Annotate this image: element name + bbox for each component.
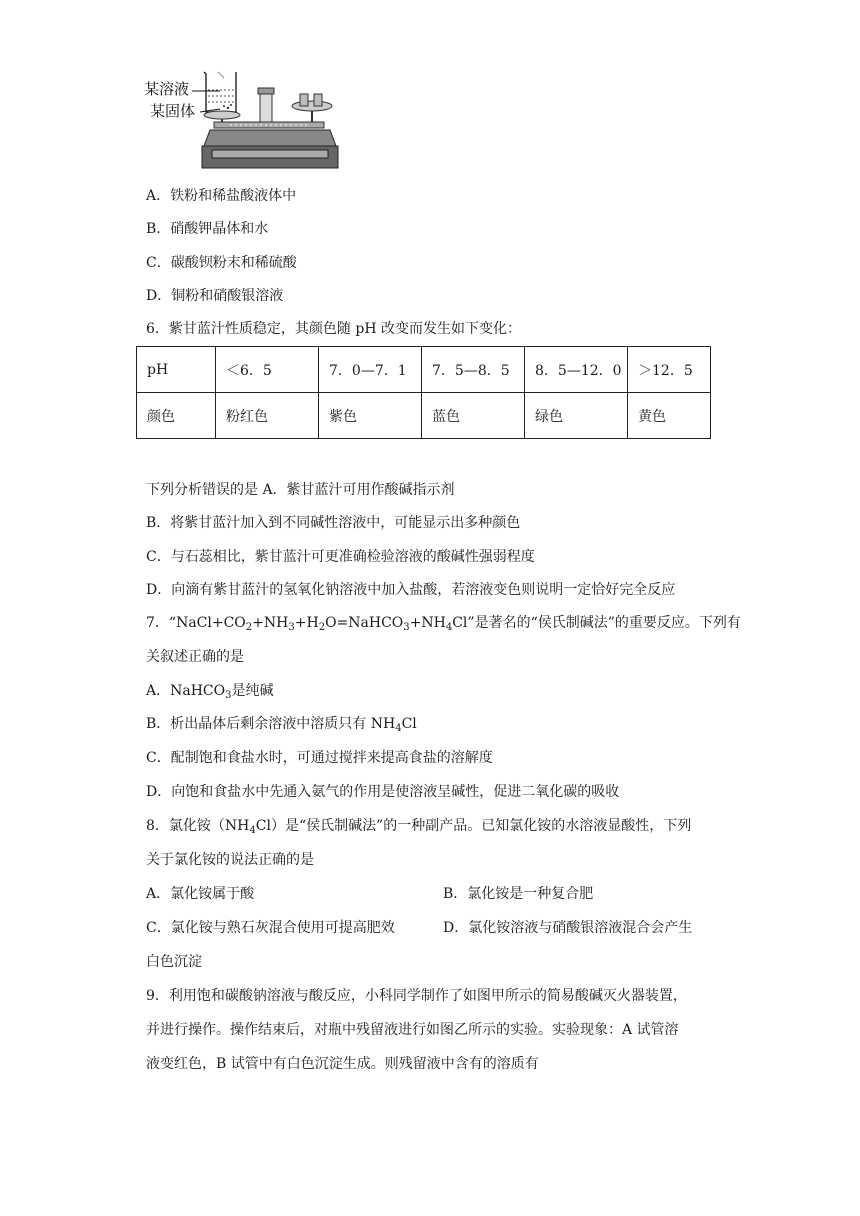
q7-stem: 7．“$NaCl+CO_2+NH_3+H_2O=NaHCO_3+NH_4Cl$”是著名的“侯氏制碱法”的重要反应。下列有 bbox=[146, 615, 741, 633]
table-cell: 蓝色 bbox=[422, 393, 525, 439]
table-cell: 绿色 bbox=[525, 393, 628, 439]
q6-stem: 6．紫甘蓝汁性质稳定，其颜色随 pH 改变而发生如下变化： bbox=[146, 321, 521, 337]
beaker bbox=[204, 72, 236, 112]
table-cell: 粉红色 bbox=[216, 393, 319, 439]
ph-color-table bbox=[136, 346, 711, 439]
q8-option-d-continued: 白色沉淀 bbox=[146, 954, 202, 970]
table-cell: 黄色 bbox=[628, 393, 711, 439]
q5-option-b: B．硝酸钾晶体和水 bbox=[146, 221, 269, 237]
q6-option-d: D．向滴有紫甘蓝汁的氢氧化钠溶液中加入盐酸，若溶液变色则说明一定恰好完全反应 bbox=[146, 582, 676, 598]
table-cell: 紫色 bbox=[319, 393, 422, 439]
q8-stem: 8．氯化铵$(NH_4Cl)$是“侯氏制碱法”的一种副产品。已知氯化铵的水溶液显酸性，下列 bbox=[146, 818, 692, 836]
table-row-color bbox=[137, 393, 711, 439]
q7-option-a: A．NaHCO$_3$是纯碱 bbox=[146, 683, 274, 701]
q7-stem-line2: 关叙述正确的是 bbox=[146, 649, 244, 665]
q6-option-a: 下列分析错误的是 A．紫甘蓝汁可用作酸碱指示剂 bbox=[146, 482, 455, 498]
q8-option-d: D．氯化铵溶液与硝酸银溶液混合会产生 bbox=[443, 920, 693, 936]
table-cell: 7．5—8．5 bbox=[422, 347, 525, 393]
q9-line-1: 9．利用饱和碳酸钠溶液与酸反应，小科同学制作了如图甲所示的简易酸碱灭火器装置， bbox=[146, 988, 687, 1004]
q8-stem-rest: Cl）是“侯氏制碱法”的一种副产品。已知氯化铵的水溶液显酸性，下列 bbox=[255, 818, 692, 834]
q5-option-a: A．铁粉和稀盐酸液体中 bbox=[146, 188, 297, 204]
q5-option-c: C．碳酸钡粉末和稀硫酸 bbox=[146, 255, 297, 271]
q8-option-a: A．氯化铵属于酸 bbox=[146, 886, 255, 902]
table-cell: 7．0—7．1 bbox=[319, 347, 422, 393]
q9-line-2: 并进行操作。操作结束后，对瓶中残留液进行如图乙所示的实验。实验现象：A 试管溶 bbox=[146, 1022, 679, 1038]
q7-option-c: C．配制饱和食盐水时，可通过搅拌来提高食盐的溶解度 bbox=[146, 750, 493, 766]
table-cell: 8．5—12．0 bbox=[525, 347, 628, 393]
label-solution: 某溶液 bbox=[144, 81, 190, 98]
q7-option-d: D．向饱和食盐水中先通入氨气的作用是使溶液呈碱性，促进二氧化碳的吸收 bbox=[146, 784, 620, 800]
q7-option-b-suffix: Cl bbox=[401, 716, 417, 732]
label-solid: 某固体 bbox=[150, 103, 196, 120]
q7-option-b: B．析出晶体后剩余溶液中溶质只有 $NH_4Cl$ bbox=[146, 716, 417, 734]
q7-option-b-prefix: B．析出晶体后剩余溶液中溶质只有 NH bbox=[146, 716, 396, 732]
q6-option-b: B．将紫甘蓝汁加入到不同碱性溶液中，可能显示出多种颜色 bbox=[146, 515, 521, 531]
q8-stem-prefix: 8．氯化铵（NH bbox=[146, 818, 250, 834]
table-cell: ＜6．5 bbox=[216, 347, 319, 393]
q6-option-c: C．与石蕊相比，紫甘蓝汁可更准确检验溶液的酸碱性强弱程度 bbox=[146, 549, 535, 565]
q5-option-d: D．铜粉和硝酸银溶液 bbox=[146, 288, 284, 304]
q8-option-c: C．氯化铵与熟石灰混合使用可提高肥效 bbox=[146, 920, 395, 936]
q9-line-3: 液变红色，B 试管中有白色沉淀生成。则残留液中含有的溶质有 bbox=[146, 1056, 539, 1072]
table-cell: 颜色 bbox=[137, 393, 216, 439]
q7-option-a-suffix: 是纯碱 bbox=[231, 683, 274, 699]
q7-option-a-prefix: A．NaHCO bbox=[146, 683, 226, 699]
table-cell: pH bbox=[137, 347, 216, 393]
q7-stem-rest: 是著名的“侯氏制碱法”的重要反应。下列有 bbox=[474, 615, 741, 631]
q7-stem-prefix: 7．“NaCl+CO bbox=[146, 615, 246, 631]
q8-stem-line2: 关于氯化铵的说法正确的是 bbox=[146, 852, 314, 868]
q8-option-b: B．氯化铵是一种复合肥 bbox=[443, 886, 594, 902]
table-cell: ＞12．5 bbox=[628, 347, 711, 393]
balance-figure bbox=[140, 64, 340, 176]
table-row-ph bbox=[137, 347, 711, 393]
